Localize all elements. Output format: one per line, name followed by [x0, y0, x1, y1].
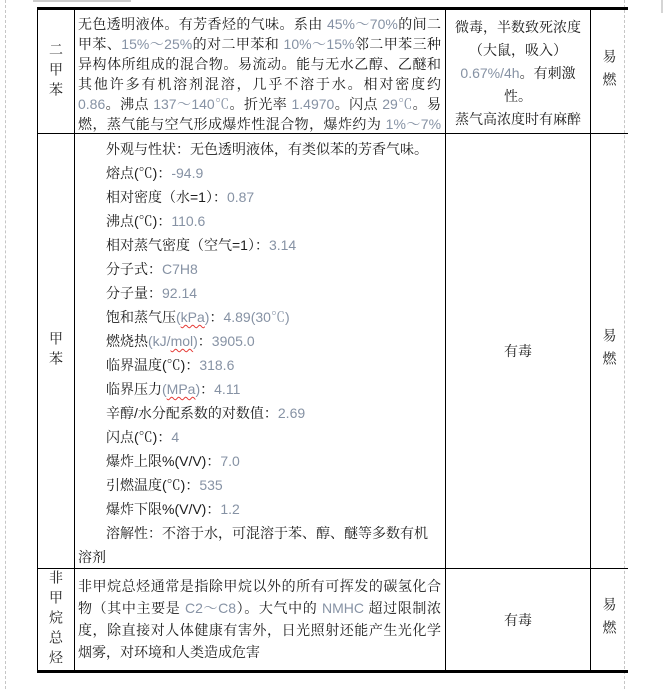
text-segment: 。闪点: [334, 96, 383, 112]
value-text: 3.14: [268, 237, 297, 253]
property-line: [78, 425, 441, 449]
text-segment: 分子量：: [106, 285, 162, 301]
text-segment: 无色透明液体。有芳香烃的气味。系由: [78, 16, 327, 32]
text-segment: 。易燃，蒸气能与空气形成爆炸性混合物，爆炸约为: [78, 96, 442, 132]
text-segment: 相对蒸气密度（空气=1）：: [106, 237, 269, 253]
value-text: ): [195, 381, 201, 397]
property-line: [78, 449, 441, 473]
text-segment: 临界温度(℃)：: [106, 357, 200, 373]
text-segment: 爆炸上限%(V/V)：: [106, 453, 221, 469]
text-segment: 的间二甲苯、: [78, 16, 442, 52]
value-text: MPa: [166, 381, 196, 397]
flammability-label: 易燃: [601, 48, 618, 95]
property-line: [78, 257, 441, 281]
text-segment: （大鼠，吸入）: [469, 42, 567, 58]
text-segment: 蒸气高浓度时有麻醉: [455, 111, 581, 127]
chemical-properties-table: [37, 7, 628, 673]
text-segment: 辛醇/水分配系数的对数值：: [106, 405, 278, 421]
row-toluene-toxicity-cell: [446, 134, 591, 569]
nmhc-toxicity-text: 有毒: [504, 611, 532, 628]
text-segment: 临界压力: [106, 381, 162, 397]
property-line: [78, 185, 441, 209]
row-nmhc-flammability-cell: [591, 569, 628, 670]
value-text: 3905.0: [211, 333, 255, 349]
text-segment: 爆炸下限%(V/V)：: [106, 501, 221, 517]
property-line: [78, 497, 441, 521]
property-line: [78, 401, 441, 425]
value-text: C2～C8: [184, 600, 237, 616]
text-segment: 分子式：: [106, 261, 162, 277]
property-line: [78, 209, 441, 233]
property-line: [78, 521, 441, 569]
text-segment: 引燃温度(℃)：: [106, 477, 200, 493]
property-line: [78, 233, 441, 257]
value-text: mol: [170, 333, 194, 349]
value-text: 318.6: [199, 357, 235, 373]
value-text: kPa: [180, 309, 205, 325]
row-toluene-name-cell: [38, 134, 75, 569]
row-xylene-description-cell: [75, 10, 446, 134]
property-line: [78, 329, 441, 353]
value-text: 1.2: [220, 501, 240, 517]
text-segment: 的对二甲苯和: [192, 36, 284, 52]
corner-artifact: [661, 0, 663, 13]
value-text: 137～140℃: [153, 96, 230, 112]
row-nmhc-toxicity-cell: [446, 569, 591, 670]
text-segment: 熔点(℃)：: [106, 165, 172, 181]
text-segment: 外观与性状：无色透明液体，有类似苯的芳香气味。: [106, 141, 428, 157]
text-segment: ：: [209, 309, 224, 325]
property-line: [78, 305, 441, 329]
text-boundary-left-line: [5, 0, 6, 689]
text-segment: 。沸点: [105, 96, 154, 112]
value-text: 7.0: [220, 453, 240, 469]
value-text: 10%～15%: [283, 36, 355, 52]
value-text: 4: [171, 429, 180, 445]
value-text: 1%～7%: [385, 116, 442, 132]
text-segment: 。有刺激性。: [504, 65, 576, 104]
chemical-name-xylene: 二甲苯: [48, 41, 64, 102]
value-text: 0.67%/4h: [460, 65, 520, 81]
value-text: 4.89(30℃): [223, 309, 290, 325]
xylene-description-text: [78, 14, 441, 134]
text-segment: 超过限制浓度，除直接对人体健康有害外，日光照射还能产生光化学烟雾，对环境和人类造成危害: [78, 600, 442, 660]
value-text: (kJ/: [148, 333, 171, 349]
value-text: 0.87: [226, 189, 255, 205]
value-text: (: [162, 381, 167, 397]
clipped-row-border-artifact: [33, 0, 131, 2]
row-nmhc-description-cell: [75, 569, 446, 670]
row-xylene-flammability-cell: [591, 10, 628, 134]
text-segment: 燃烧热: [106, 333, 148, 349]
value-text: NMHC: [321, 600, 364, 616]
text-segment: 。折光率: [229, 96, 292, 112]
row-xylene-name-cell: [38, 10, 75, 134]
chemical-name-nmhc: 非甲烷总烃: [48, 569, 64, 670]
text-segment: ：: [197, 333, 212, 349]
value-text: 1.4970: [291, 96, 335, 112]
value-text: (: [176, 309, 181, 325]
xylene-toxicity-text: [450, 16, 586, 134]
chemical-name-toluene: 甲苯: [48, 331, 64, 371]
property-line: [78, 281, 441, 305]
value-text: 110.6: [171, 213, 206, 229]
property-line: [78, 137, 441, 161]
text-segment: 沸点(℃)：: [106, 213, 172, 229]
property-line: [78, 353, 441, 377]
text-segment: 邻二甲苯三种异构体所组成的混合物。易流动。能与无水乙醇、乙醚和其他许多有机溶剂混溶，几乎不溶于水。相对密度约: [78, 36, 442, 92]
value-text: ): [193, 333, 198, 349]
property-line: [78, 377, 441, 401]
value-text: 45%～70%: [326, 16, 398, 32]
row-toluene-properties-cell: [75, 134, 446, 569]
row-toluene-flammability-cell: [591, 134, 628, 569]
value-text: ): [204, 309, 210, 325]
text-segment: 非甲烷总烃通常是指除甲烷以外的所有可挥发的碳氢化合物（其中主要是: [78, 578, 441, 616]
text-segment: ）。大气中的: [236, 600, 322, 616]
flammability-label: 易燃: [601, 328, 618, 374]
text-segment: 溶解性：不溶于水，可混溶于苯、醇、醚等多数有机溶剂: [78, 525, 428, 565]
text-segment: ：: [200, 381, 215, 397]
text-segment: 饱和蒸气压: [106, 309, 176, 325]
row-nmhc-name-cell: [38, 569, 75, 670]
value-text: C7H8: [162, 261, 198, 277]
text-segment: 相对密度（水=1）：: [106, 189, 227, 205]
property-line: [78, 161, 441, 185]
flammability-label: 易燃: [601, 596, 618, 643]
toluene-toxicity-text: 有毒: [504, 343, 532, 359]
value-text: 4.11: [214, 381, 241, 397]
nmhc-description-text: [78, 575, 441, 663]
value-text: 2.69: [277, 405, 306, 421]
row-xylene-toxicity-cell: [446, 10, 591, 134]
text-segment: 闪点(℃)：: [106, 429, 172, 445]
property-line: [78, 473, 441, 497]
value-text: 535: [199, 477, 223, 493]
value-text: 15%～25%: [121, 36, 193, 52]
value-text: 92.14: [162, 285, 198, 301]
value-text: -94.9: [171, 165, 204, 181]
value-text: 0.86: [78, 96, 106, 112]
value-text: 29℃: [382, 96, 413, 112]
text-segment: 微毒，半数致死浓度: [455, 19, 581, 35]
